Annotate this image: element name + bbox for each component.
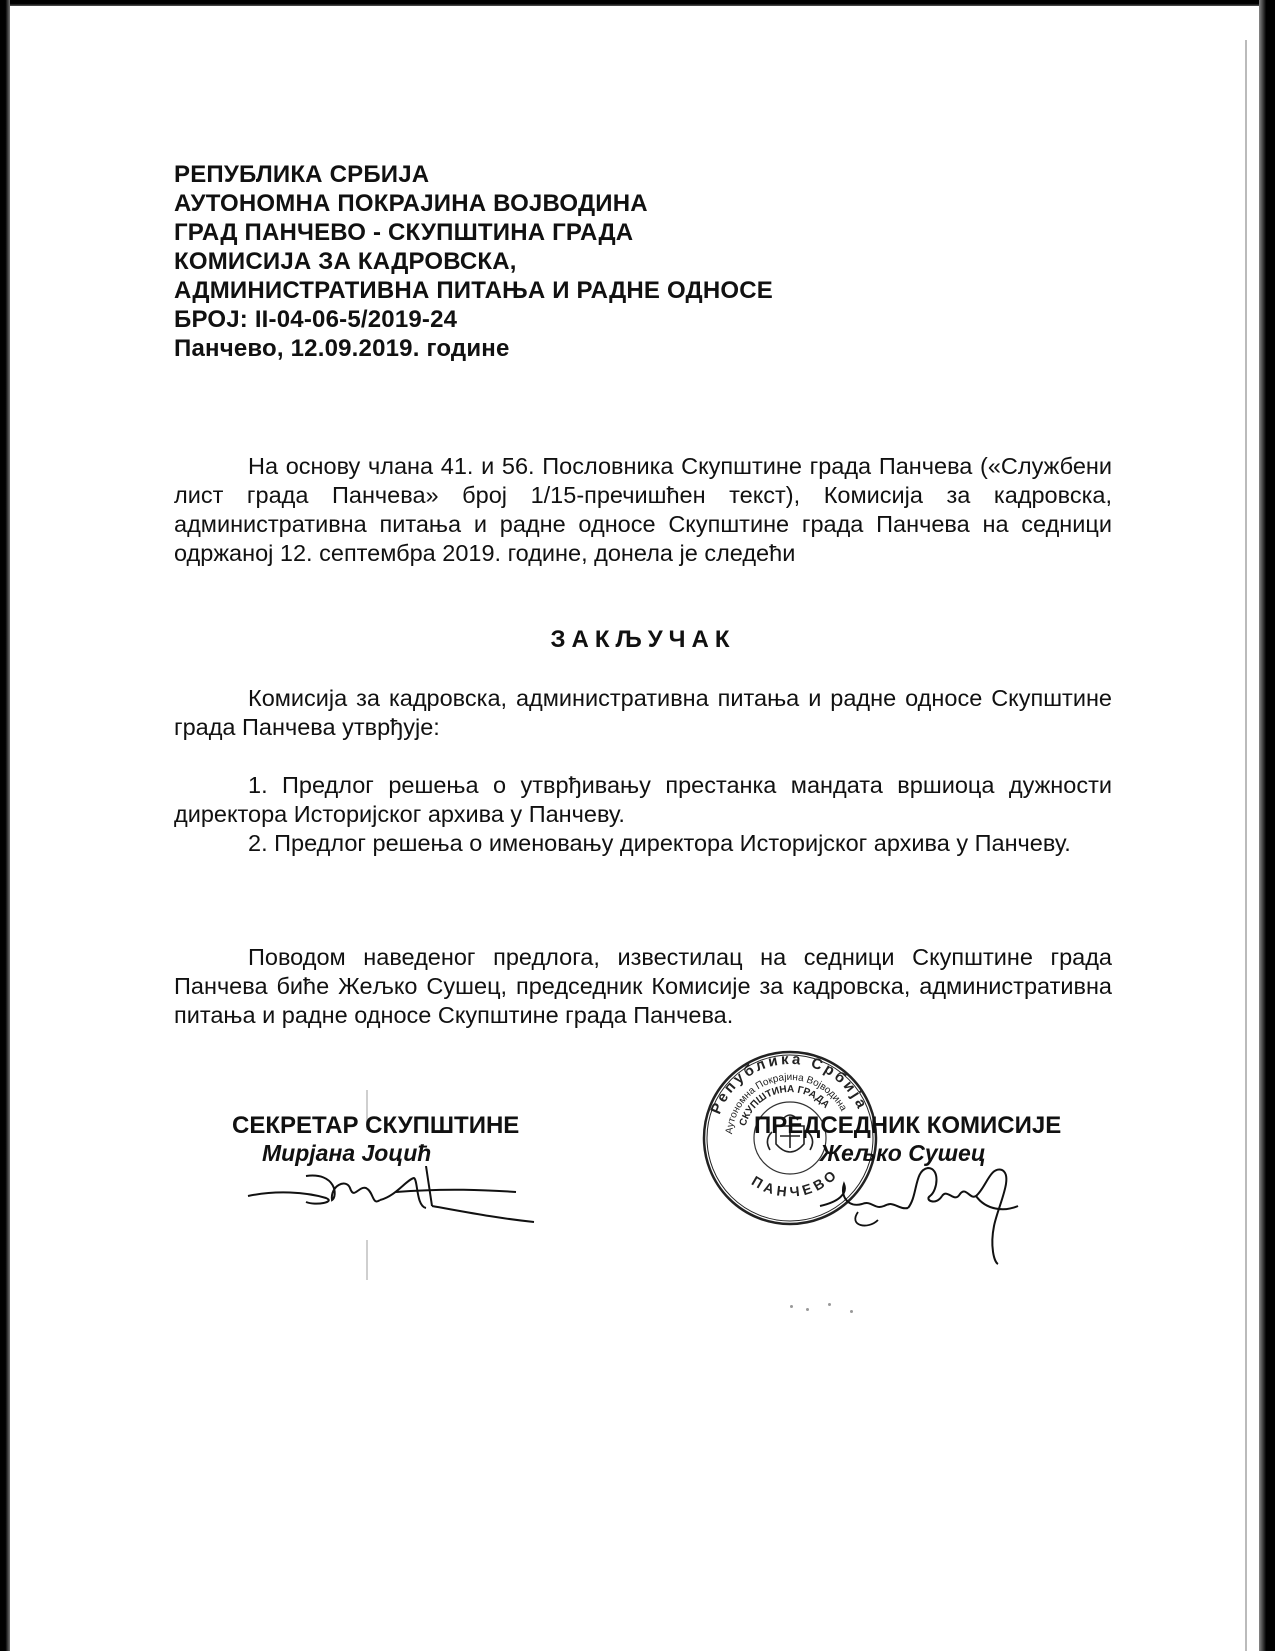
stamp-text-inner: Аутономна Покрајина Војводина (724, 1071, 849, 1135)
scan-edge-left (0, 0, 10, 1651)
stamp-text-bottom: ПАНЧЕВО (748, 1164, 842, 1200)
scan-speck (828, 1303, 831, 1306)
president-signature (818, 1166, 1048, 1266)
scan-speck (790, 1305, 793, 1308)
secretary-signature (246, 1166, 536, 1236)
header-city-assembly: ГРАД ПАНЧЕВО - СКУПШТИНА ГРАДА (174, 219, 634, 246)
rapporteur-paragraph: Поводом наведеног предлога, известилац на седници Скупштине града Панчева биће Жељко Сушец, председник Комисије за кадровска, административна питања и радне односе Скупштине града Панчева. (174, 944, 1112, 1028)
stamp-text-outer: Република Србија (707, 1050, 872, 1117)
header-commission-scope: АДМИНИСТРАТИВНА ПИТАЊА И РАДНЕ ОДНОСЕ (174, 277, 773, 304)
header-commission: КОМИСИЈА ЗА КАДРОВСКА, (174, 248, 517, 275)
commission-statement: Комисија за кадровска, административна питања и радне односе Скупштине града Панчева утврђује: (174, 685, 1112, 740)
header-province: АУТОНОМНА ПОКРАЈИНА ВОЈВОДИНА (174, 190, 648, 217)
scan-speck (806, 1308, 809, 1311)
conclusion-title: ЗАКЉУЧАК (550, 626, 736, 653)
list-item: 1. Предлог решења о утврђивању престанка мандата вршиоца дужности директора Историјског архива у Панчеву. (174, 772, 1112, 827)
stamp-text-middle: СКУПШТИНА ГРАДА (737, 1083, 832, 1128)
scan-edge-line (1245, 40, 1247, 1651)
secretary-name: Мирјана Јоцић (262, 1140, 432, 1166)
intro-paragraph: На основу члана 41. и 56. Пословника Скупштине града Панчева («Службени лист града Панчева» број 1/15-пречишћен текст), Комисија за кадровска, административна питања и радне односе Скупштине града Панчева на седници одржаној 12. септембра 2019. године, донела је следећи (174, 453, 1112, 566)
scan-artifact-line (366, 1240, 368, 1280)
document-date: Панчево, 12.09.2019. године (174, 335, 510, 362)
scan-edge-right (1259, 0, 1275, 1651)
secretary-title: СЕКРЕТАР СКУПШТИНЕ (232, 1112, 520, 1139)
header-republic: РЕПУБЛИКА СРБИЈА (174, 161, 430, 188)
list-item: 2. Предлог решења о именовању директора Историјског архива у Панчеву. (248, 830, 1071, 856)
document-number: БРОЈ: II-04-06-5/2019-24 (174, 306, 458, 333)
president-name: Жељко Сушец (820, 1140, 986, 1166)
scan-speck (850, 1310, 853, 1313)
document-header (174, 160, 773, 363)
president-title: ПРЕДСЕДНИК КОМИСИЈЕ (754, 1112, 1062, 1139)
scan-edge-top (0, 0, 1275, 6)
